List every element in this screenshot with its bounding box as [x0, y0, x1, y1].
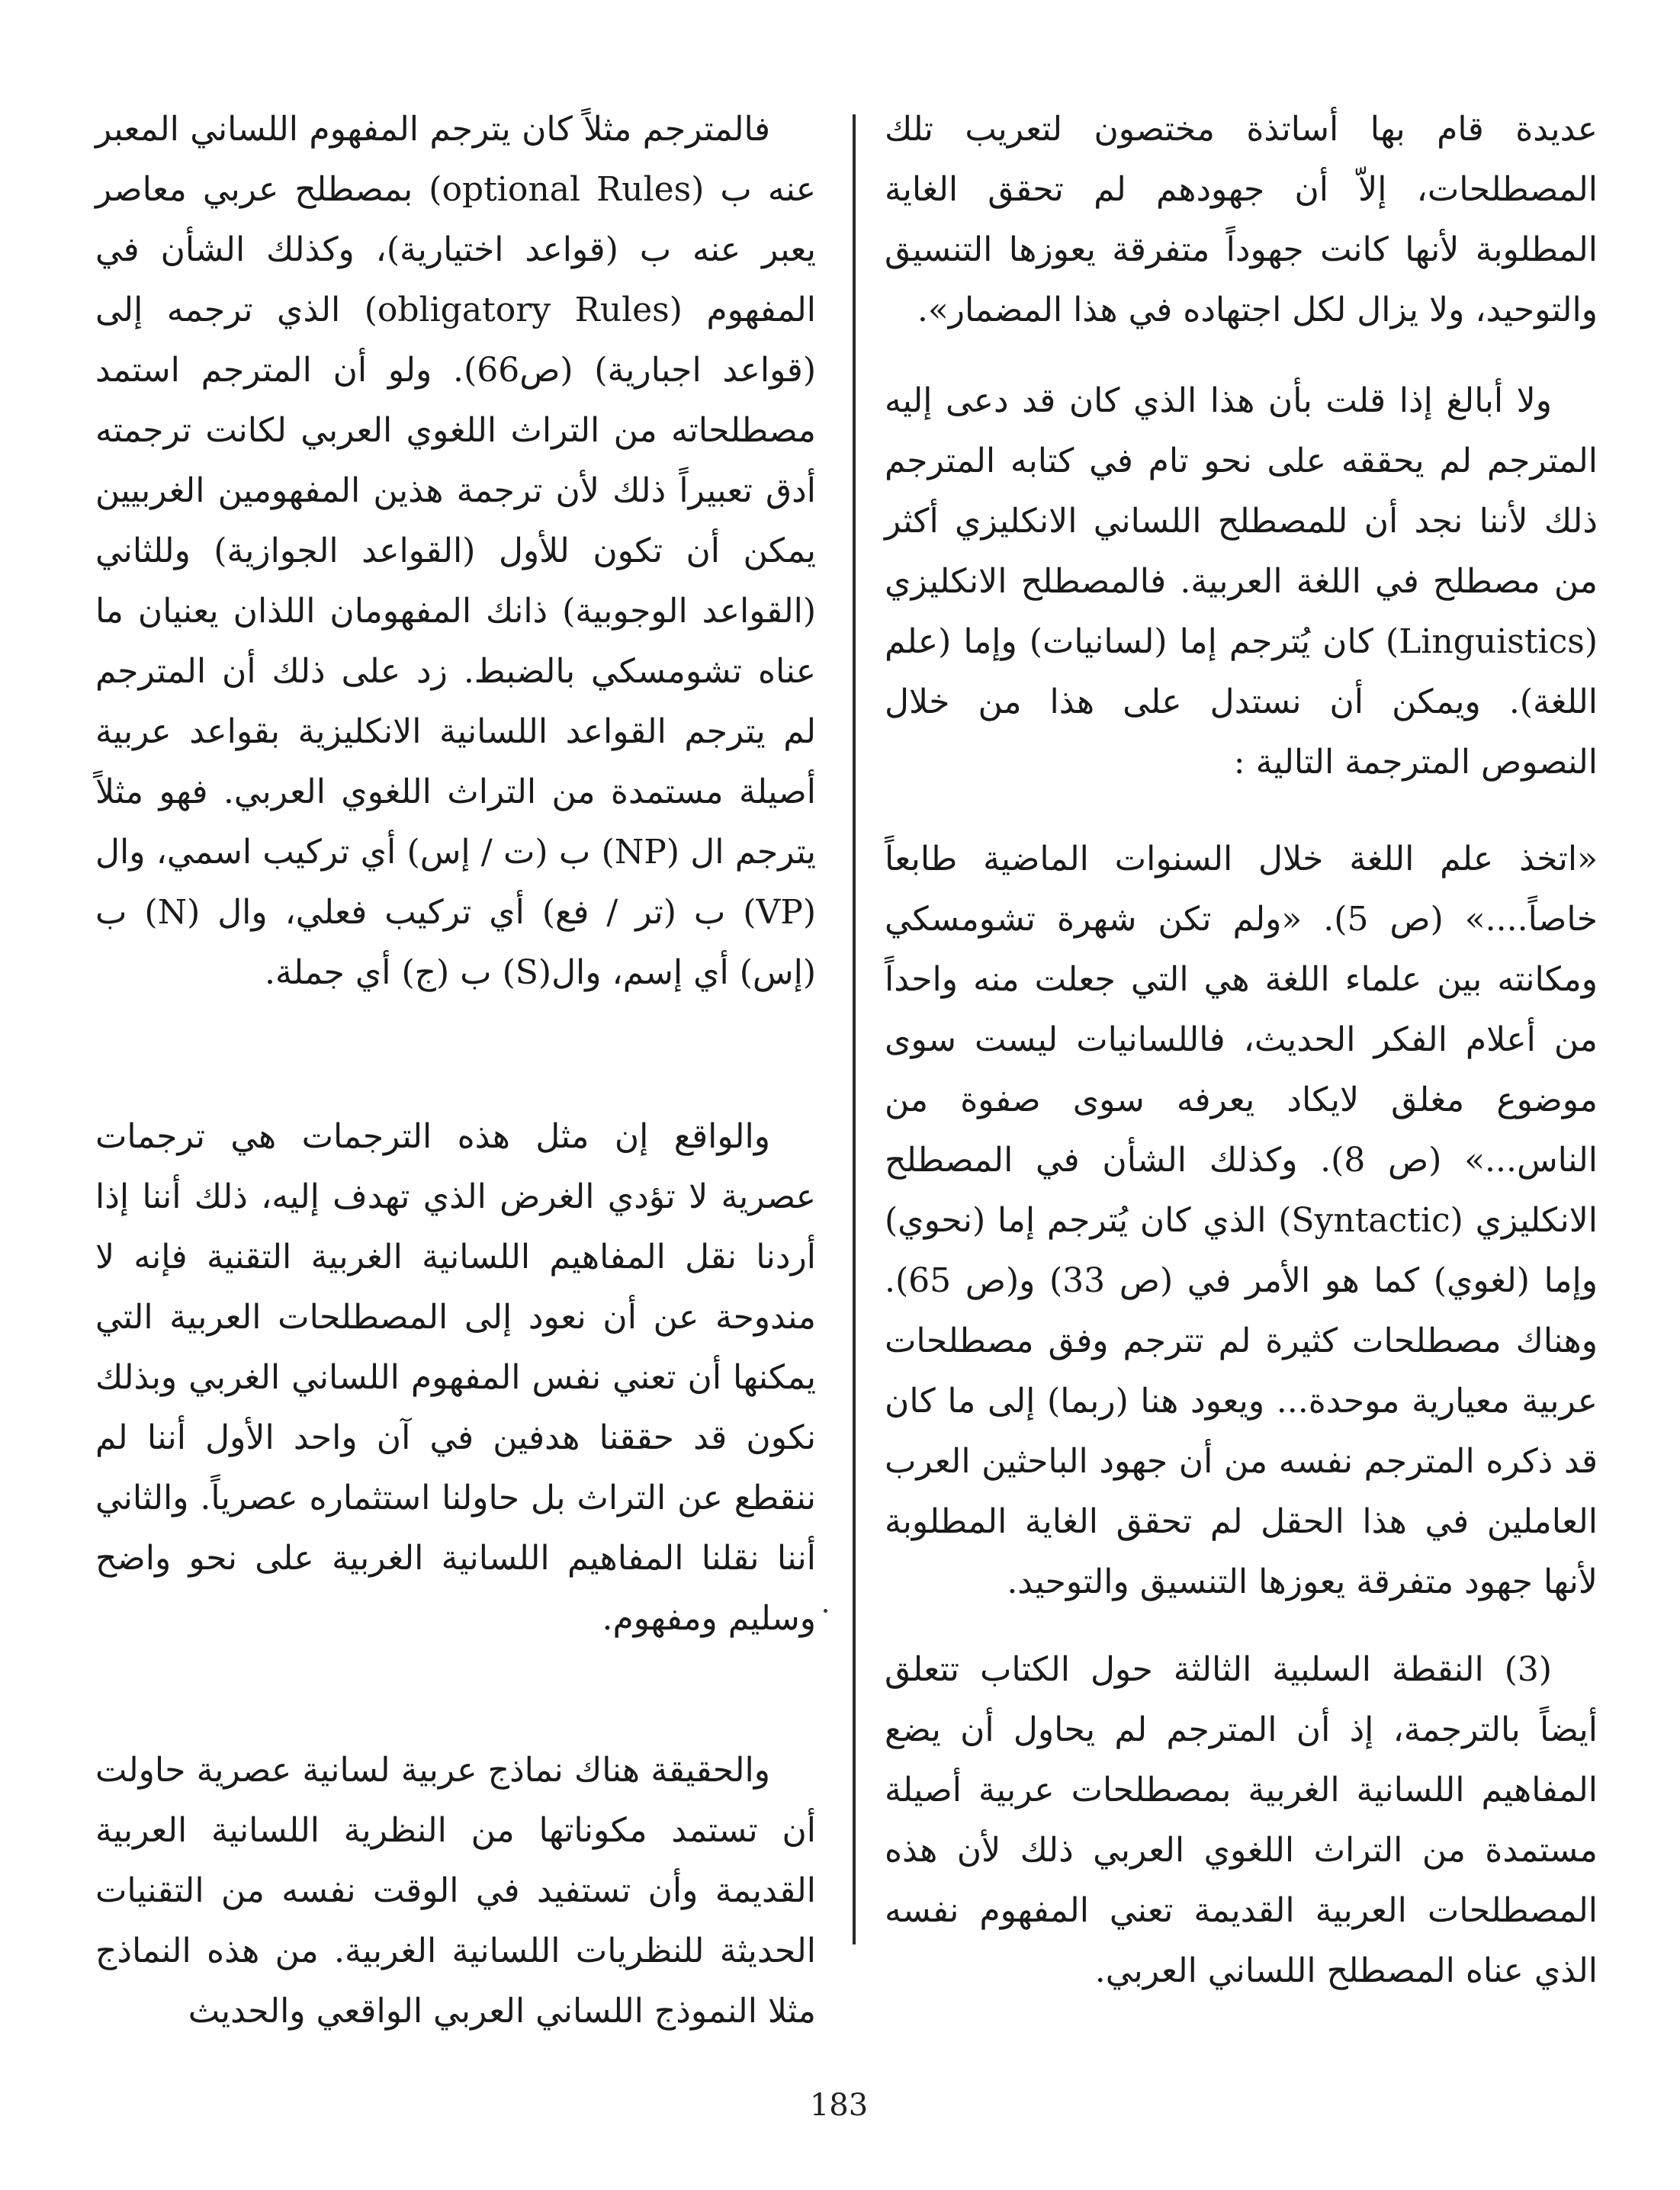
left-paragraph-1: فالمترجم مثلاً كان يترجم المفهوم اللساني المعبر عنه ب (optional Rules) بمصطلح عربي معاصر يعبر عنه ب (قواعد اختيارية)، وكذلك الشأن في المفهوم (obligatory Rules) الذي ترجمه إلى (قواعد اجبارية) (ص66). ولو أن المترجم استمد مصطلحاته من التراث اللغوي العربي لكانت ترجمته أدق تعبيراً ذلك لأن ترجمة هذين المفهومين الغربيين يمكن أن تكون للأول (القواعد الجوازية) وللثاني (القواعد الوجوبية) ذانك المفهومان اللذان يعنيان ما عناه تشومسكي بالضبط. زد على ذلك أن المترجم لم يترجم القواعد اللسانية الانكليزية بقواعد عربية أصيلة مستمدة من التراث اللغوي العربي. فهو مثلاً يترجم ال (NP) ب (ت / إس) أي تركيب اسمي، وال (VP) ب (تر / فع) أي تركيب فعلي، وال (N) ب (إس) أي إسم، وال(S) ب (ج) أي جملة. — [95, 110, 817, 992]
right-paragraph-4: (3) النقطة السلبية الثالثة حول الكتاب تتعلق أيضاً بالترجمة، إذ أن المترجم لم يحاول أن يضع المفاهيم اللسانية الغربية بمصطلحات عربية أصيلة مستمدة من التراث اللغوي العربي ذلك لأن هذه المصطلحات العربية القديمة تعني المفهوم نفسه الذي عناه المصطلح اللساني العربي. — [885, 1650, 1598, 1990]
scan-dot-mark — [824, 1609, 827, 1613]
left-paragraph-2: والواقع إن مثل هذه الترجمات هي ترجمات عصرية لا تؤدي الغرض الذي تهدف إليه، ذلك أننا إذا أردنا نقل المفاهيم اللسانية الغربية التقنية فإنه لا مندوحة عن أن نعود إلى المصطلحات العربية التي يمكنها أن تعني نفس المفهوم اللساني الغربي وبذلك نكون قد حققنا هدفين في آن واحد الأول أننا لم ننقطع عن التراث بل حاولنا استثماره عصرياً. والثاني أننا نقلنا المفاهيم اللسانية الغربية على نحو واضح وسليم ومفهوم. — [95, 1117, 816, 1638]
right-paragraph-1: عديدة قام بها أساتذة مختصون لتعريب تلك المصطلحات، إلاّ أن جهودهم لم تحقق الغاية المطلوبة لأنها كانت جهوداً متفرقة يعوزها التنسيق والتوحيد، ولا يزال لكل اجتهاده في هذا المضمار». — [885, 110, 1598, 329]
right-paragraph-2: ولا أبالغ إذا قلت بأن هذا الذي كان قد دعى إليه المترجم لم يحققه على نحو تام في كتابه المترجم ذلك لأننا نجد أن للمصطلح اللساني الانكليزي أكثر من مصطلح في اللغة العربية. فالمصطلح الانكليزي (Linguistics) كان يُترجم إما (لسانيات) وإما (علم اللغة). ويمكن أن نستدل على هذا من خلال النصوص المترجمة التالية : — [885, 381, 1598, 782]
column-divider — [853, 114, 856, 1944]
page-number: 183 — [809, 2088, 869, 2123]
left-paragraph-3: والحقيقة هناك نماذج عربية لسانية عصرية حاولت أن تستمد مكوناتها من النظرية اللسانية العربية القديمة وأن تستفيد في الوقت نفسه من التقنيات الحديثة للنظريات اللسانية الغربية. من هذه النماذج مثلا النموذج اللساني العربي الواقعي والحديث — [95, 1751, 816, 2031]
right-column — [885, 99, 1598, 2001]
left-column — [95, 99, 816, 2041]
right-paragraph-3: «اتخذ علم اللغة خلال السنوات الماضية طابعاً خاصاً....» (ص 5). «ولم تكن شهرة تشومسكي ومكانته بين علماء اللغة هي التي جعلت منه واحداً من أعلام الفكر الحديث، فاللسانيات ليست سوى موضوع مغلق لايكاد يعرفه سوى صفوة من الناس...» (ص 8). وكذلك الشأن في المصطلح الانكليزي (Syntactic) الذي كان يُترجم إما (نحوي) وإما (لغوي) كما هو الأمر في (ص 33) و(ص 65). وهناك مصطلحات كثيرة لم تترجم وفق مصطلحات عربية معيارية موحدة... ويعود هنا (ربما) إلى ما كان قد ذكره المترجم نفسه من أن جهود الباحثين العرب العاملين في هذا الحقل لم تحقق الغاية المطلوبة لأنها جهود متفرقة يعوزها التنسيق والتوحيد. — [885, 840, 1598, 1601]
